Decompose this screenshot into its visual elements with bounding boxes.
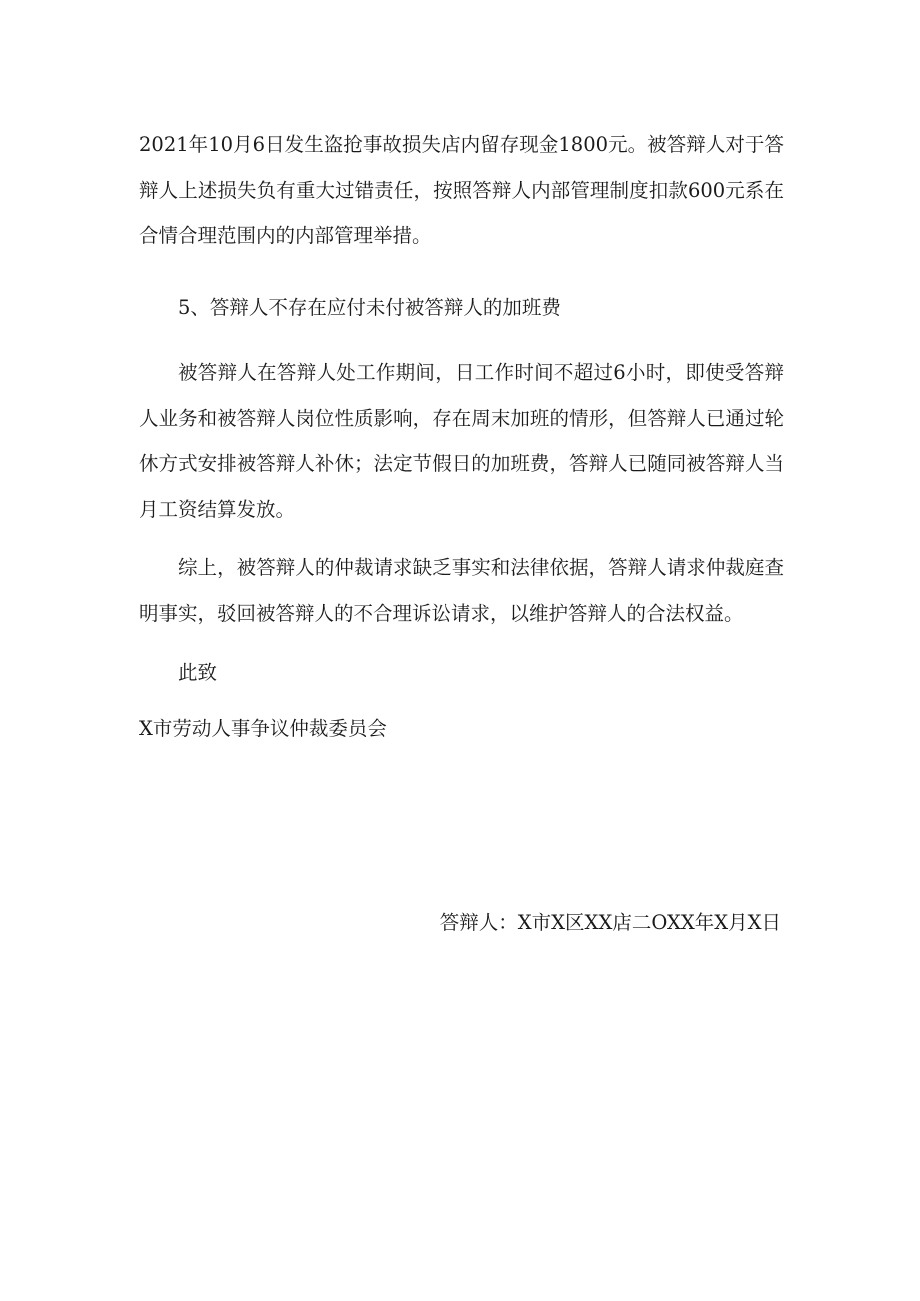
paragraph-overtime: 被答辩人在答辩人处工作期间，日工作时间不超过6小时，即使受答辩人业务和被答辩人岗位性质影响，存在周末加班的情形，但答辩人已通过轮休方式安排被答辩人补休；法定节假日的加班费，答辩人已随同被答辩人当月工资结算发放。	[139, 361, 784, 521]
section-5-heading: 5、答辩人不存在应付未付被答辩人的加班费	[178, 296, 561, 319]
closing-salutation: 此致	[178, 661, 218, 684]
signature-line: 答辩人：X市X区XX店二OXX年X月X日	[439, 911, 781, 934]
paragraph-loss-deduction: 2021年10月6日发生盗抢事故损失店内留存现金1800元。被答辩人对于答辩人上述损失负有重大过错责任，按照答辩人内部管理制度扣款600元系在合情合理范围内的内部管理举措。	[139, 133, 784, 247]
recipient: X市劳动人事争议仲裁委员会	[139, 717, 387, 740]
paragraph-conclusion: 综上，被答辩人的仲裁请求缺乏事实和法律依据，答辩人请求仲裁庭查明事实，驳回被答辩人的不合理诉讼请求，以维护答辩人的合法权益。	[139, 556, 784, 625]
